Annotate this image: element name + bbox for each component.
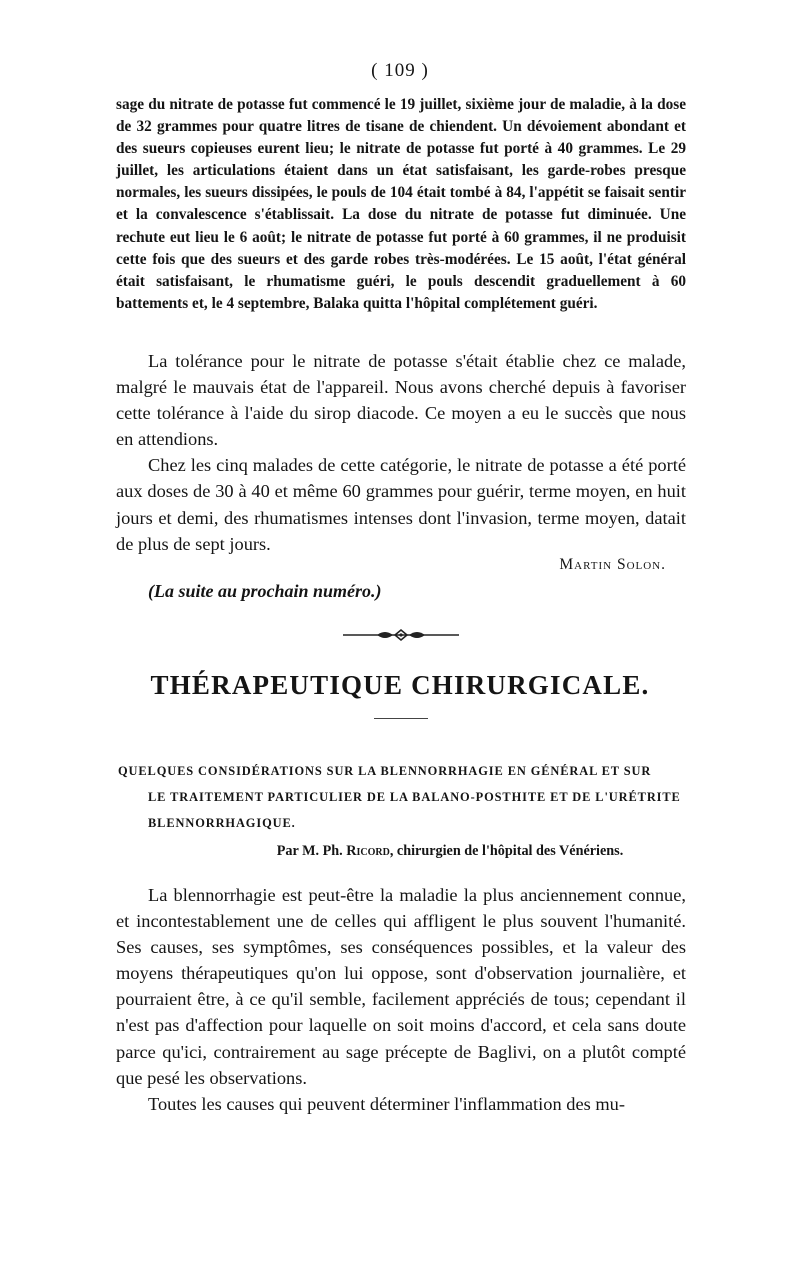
page-number: ( 109 ) xyxy=(371,60,429,81)
article-paragraph: Toutes les causes qui peuvent déterminer l'inflammation des mu- xyxy=(148,1093,625,1114)
byline-author: Ricord xyxy=(346,843,390,859)
summary-paragraph: Chez les cinq malades de cette catégorie, le nitrate de potasse a été porté aux doses de 30 à 40 et même 60 grammes pour guérir, terme moyen, en huit jours et demi, des rhumatismes intenses dont l'invasion, terme moyen, datait de plus de sept jours. xyxy=(116,455,686,554)
article-title-line: LE TRAITEMENT PARTICULIER DE LA BALANO-POSTHITE ET DE L'URÉTRITE xyxy=(148,790,681,804)
article-byline xyxy=(0,843,800,860)
byline-suffix: , chirurgien de l'hôpital des Vénériens. xyxy=(389,843,624,859)
case-report-paragraph: sage du nitrate de potasse fut commencé le 19 juillet, sixième jour de maladie, à la dose de 32 grammes pour quatre litres de tisane de chiendent. Un dévoiement abondant et des sueurs copieuses eurent lieu; le nitrate de potasse fut porté à 40 grammes. Le 29 juillet, les articulations étaient dans un état satisfaisant, les garde-robes presque normales, les sueurs dissipées, le pouls de 104 était tombé à 84, l'appétit se faisait sentir et la convalescence s'établissait. La dose du nitrate de potasse fut diminuée. Une rechute eut lieu le 6 août; le nitrate de potasse fut porté à 60 grammes, il ne produisit cette fois que des sueurs et des garde robes très-modérées. Le 15 août, l'état général était satisfaisant, le rhumatisme guéri, le pouls descendit graduellement à 60 battements et, le 4 septembre, Balaka quitta l'hôpital complétement guéri. xyxy=(116,96,686,312)
title-divider xyxy=(374,718,428,719)
tolerance-paragraph: La tolérance pour le nitrate de potasse s'était établie chez ce malade, malgré le mauvais état de l'appareil. Nous avons cherché depuis à favoriser cette tolérance à l'aide du sirop diacode. Ce moyen a eu le succès que nous en attendions. xyxy=(116,351,686,450)
to-be-continued-note: (La suite au prochain numéro.) xyxy=(148,581,382,601)
article-paragraph: La blennorrhagie est peut-être la maladie la plus anciennement connue, et incontestablement une de celles qui affligent le plus souvent l'humanité. Ses causes, ses symptômes, ses conséquences possibles, et la valeur des moyens thérapeutiques qu'on lui oppose, sont d'observation journalière, et pourraient être, à ce qu'il semble, facilement appréciés de tous; cependant il n'est pas d'affection pour laquelle on soit moins d'accord, et cela sans doute parce qu'ici, contrairement au sage précepte de Baglivi, on a plutôt compté que pesé les observations. xyxy=(116,885,686,1088)
author-signature: Martin Solon. xyxy=(559,556,666,573)
commentary-block xyxy=(116,348,686,557)
byline-prefix: Par M. Ph. xyxy=(276,843,347,859)
article-title-line: QUELQUES CONSIDÉRATIONS SUR LA BLENNORRHAGIE EN GÉNÉRAL ET SUR xyxy=(118,764,652,778)
article-body xyxy=(116,882,686,1117)
section-title: THÉRAPEUTIQUE CHIRURGICALE. xyxy=(150,670,650,700)
case-report-block xyxy=(116,94,686,315)
article-title xyxy=(118,758,688,836)
article-title-line: BLENNORRHAGIQUE. xyxy=(148,816,296,830)
ornamental-rule-icon xyxy=(343,626,459,644)
